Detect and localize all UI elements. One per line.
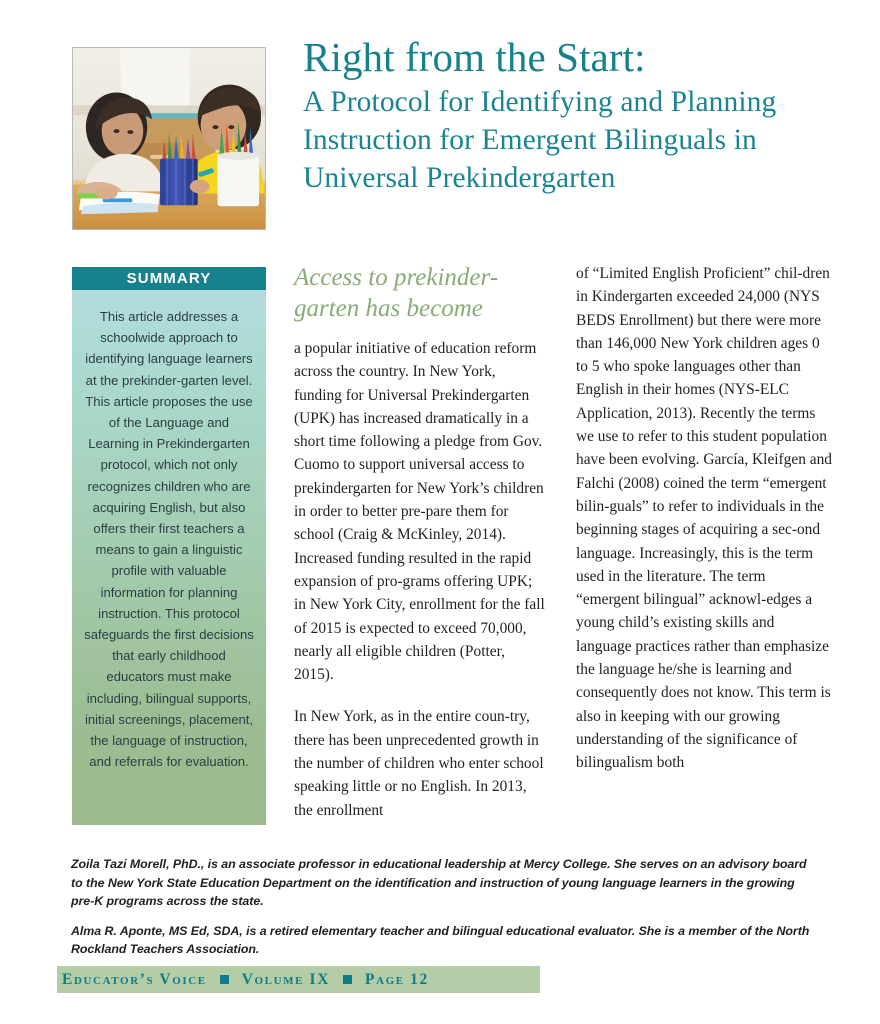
photo-illustration: [73, 48, 265, 229]
title-subtitle-line-2: Instruction for Emergent Bilinguals in: [303, 124, 757, 156]
author-bio: Alma R. Aponte, MS Ed, SDA, is a retired elementary teacher and bilingual educational evaluator. She is a member of the North Rockland Teachers Association.: [71, 923, 810, 957]
author-bio: Zoila Tazi Morell, PhD., is an associate professor in educational leadership at Mercy College. She serves on an advisory board to the New York State Education Department on the identification and instruction of young language learners in the growing pre-K programs across the state.: [71, 857, 807, 909]
article-paragraph: a popular initiative of education reform across the country. In New York, funding for Universal Prekindergarten (UPK) has increased dramatically in a short time following a pledge from Gov. Cuomo to support universal access to prekindergarten for New York’s children in order to better pre-pare them for school (Craig & McKinley, 2014). Increased funding resulted in the rapid expansion of pro-grams offering UPK; in New York City, enrollment for the fall of 2015 is expected to exceed 70,000, nearly all eligible children (Potter, 2015).: [294, 340, 545, 684]
footer-square-separator-icon: [220, 975, 229, 984]
title-main-line: Right from the Start:: [303, 34, 646, 80]
article-paragraph: of “Limited English Proficient” chil-dren in Kindergarten exceeded 24,000 (NYS BEDS Enrollment) but there were more than 146,000 New York children ages 0 to 5 who spoke languages other than English in their homes (NYS-ELC Application, 2013). Recently the terms we use to refer to this student population have been evolving. García, Kleifgen and Falchi (2008) coined the term “emergent bilin-guals” to refer to individuals in the beginning stages of acquiring a sec-ond language. Increasingly, this is the term used in the literature. The term “emergent bilingual” acknowl-edges a young child’s existing skills and language practices rather than emphasize the language he/she is learning and consequently does not know. This term is also in keeping with our growing understanding of the significance of bilingualism both: [576, 265, 832, 772]
article-photo: [72, 47, 266, 230]
article-column-right: [576, 262, 833, 775]
title-subtitle-line-1: A Protocol for Identifying and Planning: [303, 86, 777, 118]
article-lead-in: [294, 262, 546, 324]
page-title: [303, 34, 848, 197]
author-bios: [71, 855, 811, 959]
lead-in-line-2: garten has become: [294, 295, 483, 322]
footer-square-separator-icon: [343, 975, 352, 984]
title-subtitle: [303, 83, 848, 197]
summary-text: This article addresses a schoolwide approach to identifying language learners at the prekinder-garten level. This article proposes the use of the Language and Learning in Prekindergarten protocol, which not only recognizes children who are acquiring English, but also offers their first teachers a means to gain a linguistic profile with valuable information for planning instruction. This protocol safeguards the first decisions that early childhood educators must make including, bilingual supports, initial screenings, placement, the language of instruction, and referrals for evaluation.: [84, 309, 254, 770]
summary-header: [72, 267, 266, 290]
summary-heading-label: SUMMARY: [126, 270, 212, 287]
footer-page-number: Page 12: [365, 970, 429, 988]
footer-publication: Educator’s Voice: [62, 970, 207, 988]
page-footer: [57, 966, 540, 993]
article-paragraph: In New York, as in the entire coun-try, there has been unprecedented growth in the number of children who enter school speaking little or no English. In 2013, the enrollment: [294, 708, 544, 819]
title-subtitle-line-3: Universal Prekindergarten: [303, 162, 616, 194]
summary-sidebar: [72, 267, 266, 825]
footer-volume: Volume IX: [241, 970, 330, 988]
lead-in-line-1: Access to prekinder-: [294, 264, 499, 291]
article-column-middle: [294, 262, 546, 822]
summary-body: [72, 290, 266, 825]
